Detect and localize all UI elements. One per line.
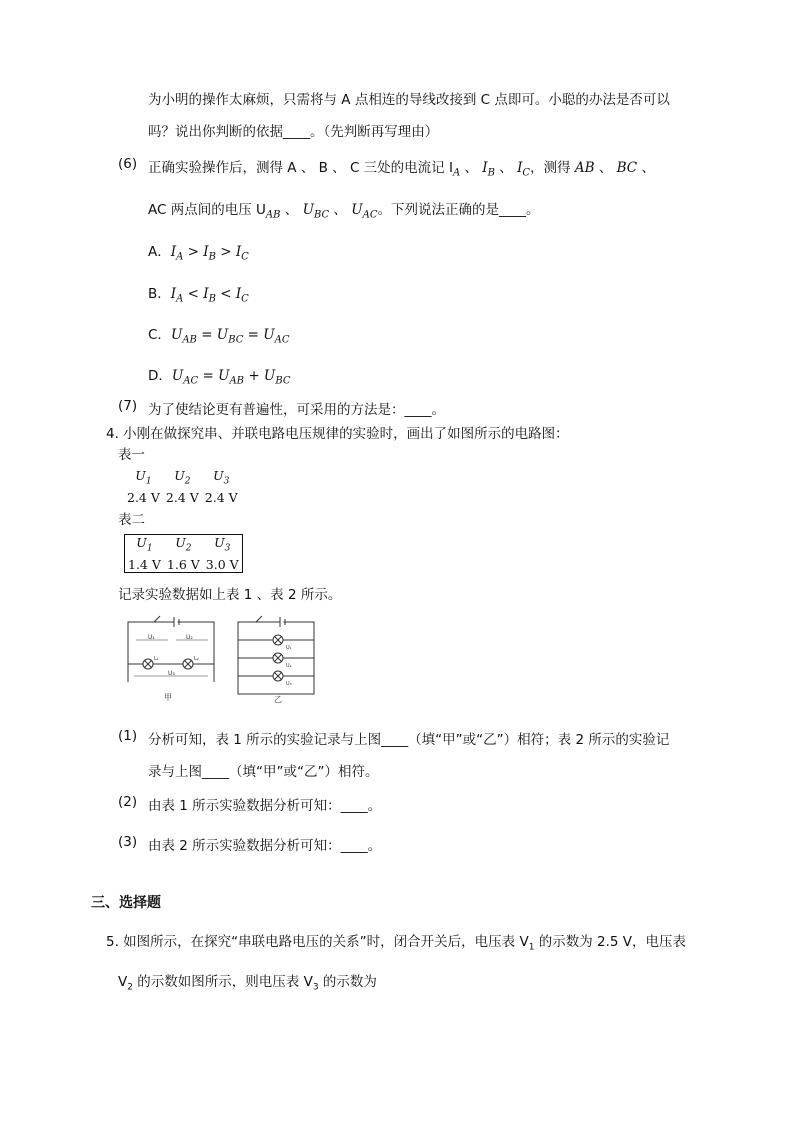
svg-text:U₁: U₁ xyxy=(286,645,292,651)
table-cell: $U_1$ xyxy=(135,468,152,487)
sub-question-3: 由表 2 所示实验数据分析可知：____。 xyxy=(148,838,382,854)
sub-question-2: 由表 1 所示实验数据分析可知：____。 xyxy=(148,798,382,814)
question-number: (3) xyxy=(118,834,138,850)
option-d: D．$U_{AC} = U_{AB} + U_{BC}$ xyxy=(148,368,291,387)
question-number: (6) xyxy=(118,156,138,172)
text-line: 为小明的操作太麻烦，只需将与 A 点相连的导线改接到 C 点即可。小聪的办法是否可以 xyxy=(148,92,670,108)
table-cell: 2.4 V xyxy=(204,489,238,505)
option-b: B．$I_A < I_B < I_C$ xyxy=(148,286,249,305)
table-cell: 2.4 V xyxy=(165,489,199,505)
table-1-label: 表一 xyxy=(118,447,145,463)
table-2-label: 表二 xyxy=(118,512,145,528)
question-number: (7) xyxy=(118,398,138,414)
table-1 xyxy=(124,468,241,505)
circuit-diagram-jia xyxy=(124,612,220,704)
question-4: 4. 小刚在做探究串、并联电路电压规律的实验时，画出了如图所示的电路图： xyxy=(106,426,569,442)
table-cell: 1.6 V xyxy=(166,556,200,572)
option-c: C．$U_{AB} = U_{BC} = U_{AC}$ xyxy=(148,327,290,346)
option-a: A．$I_A > I_B > I_C$ xyxy=(148,244,249,263)
sub-question-1-line-2: 录与上图____（填“甲”或“乙”）相符。 xyxy=(148,764,379,780)
section-heading: 三、选择题 xyxy=(91,895,161,911)
question-7: 为了使结论更有普遍性，可采用的方法是：____。 xyxy=(148,402,445,418)
table-cell: $U_2$ xyxy=(175,535,192,554)
svg-text:L₂: L₂ xyxy=(194,656,199,662)
svg-text:U₂: U₂ xyxy=(186,634,193,641)
table-cell: $U_2$ xyxy=(174,468,191,487)
svg-text:U₁: U₁ xyxy=(148,634,155,641)
circuit-diagram-yi xyxy=(234,612,318,704)
table-cell: $U_1$ xyxy=(136,535,153,554)
table-cell: 1.4 V xyxy=(128,556,161,572)
table-2 xyxy=(124,534,243,573)
figure-label-yi: 乙 xyxy=(274,695,282,704)
question-6-line-2: AC 两点间的电压 $U_{AB}$ 、 $U_{BC}$ 、 $U_{AC}$。下列说法正确的是____。 xyxy=(148,202,540,221)
question-5-line-2: $V_2$ 的示数如图所示，则电压表 $V_3$ 的示数为 xyxy=(118,974,377,993)
text-line: 吗？说出你判断的依据____。（先判断再写理由） xyxy=(148,124,439,140)
figure-label-jia: 甲 xyxy=(164,693,172,702)
svg-text:U₃: U₃ xyxy=(286,681,292,687)
record-text: 记录实验数据如上表 1 、表 2 所示。 xyxy=(118,587,342,603)
table-cell: 2.4 V xyxy=(127,489,160,505)
sub-question-1-line-1: 分析可知，表 1 所示的实验记录与上图____（填“甲”或“乙”）相符；表 2 所示的实验记 xyxy=(148,732,670,748)
table-cell: 3.0 V xyxy=(205,556,239,572)
svg-text:L₁: L₁ xyxy=(154,656,159,662)
table-cell: $U_3$ xyxy=(213,468,230,487)
svg-text:U₃: U₃ xyxy=(168,670,175,677)
question-number: (1) xyxy=(118,728,138,744)
question-number: (2) xyxy=(118,794,138,810)
table-cell: $U_3$ xyxy=(214,535,231,554)
question-6-line-1: 正确实验操作后，测得 A 、 B 、 C 三处的电流记 $I_A$ 、 $I_B$ 、 $I_C$，测得 AB 、 BC 、 xyxy=(148,160,655,179)
svg-text:U₂: U₂ xyxy=(286,663,292,669)
question-5-line-1: 5. 如图所示，在探究“串联电路电压的关系”时，闭合开关后，电压表 $V_1$ 的示数为 2.5 V，电压表 xyxy=(106,934,687,953)
